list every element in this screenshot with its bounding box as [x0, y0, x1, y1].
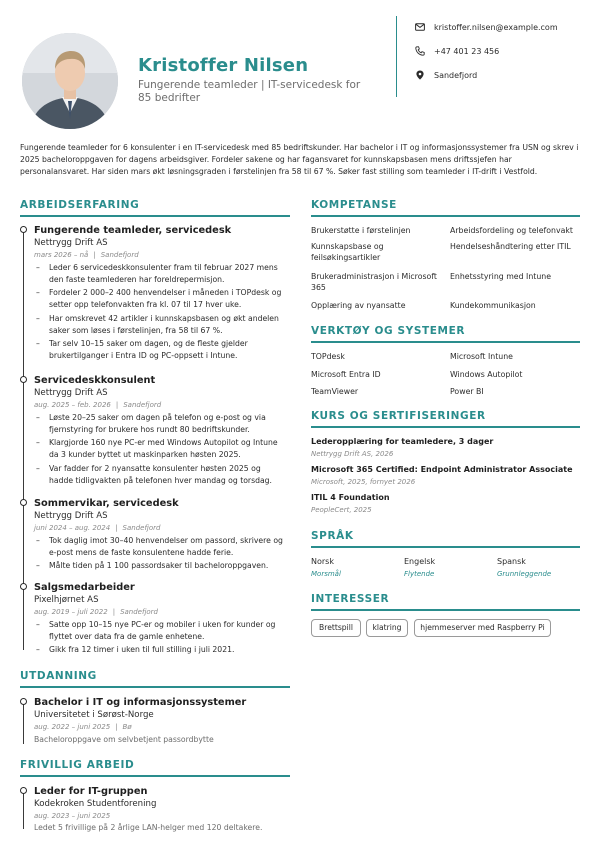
job-bullet: – Tok daglig imot 30–40 henvendelser om passord, skrivere og e-post mens de faste konsulentene hadde ferie.	[34, 535, 286, 558]
job-meta: juni 2024 – aug. 2024 | Sandefjord	[34, 524, 161, 532]
header-divider	[396, 16, 397, 97]
envelope-icon	[415, 22, 425, 32]
course-meta: Microsoft, 2025, fornyet 2026	[311, 478, 416, 486]
job-bullets	[34, 619, 286, 658]
tools-heading: VERKTØY OG SYSTEMER	[311, 325, 466, 337]
language-level: Grunnleggende	[497, 570, 552, 578]
timeline-dot	[20, 698, 27, 705]
job-bullet: – Gikk fra 12 timer i uken til full stilling i juli 2021.	[34, 644, 286, 656]
education-timeline	[23, 704, 24, 744]
job-bullet: – Målte tiden på 1 100 passordsaker til bacheloroppgaven.	[34, 560, 286, 572]
job-place: Sandefjord	[120, 608, 158, 616]
profile-photo	[22, 33, 118, 129]
timeline-dot	[20, 583, 27, 590]
job-meta: mars 2026 – nå | Sandefjord	[34, 251, 139, 259]
skill-item: Kundekommunikasjon	[450, 301, 536, 310]
volunteer-period: aug. 2023 – juni 2025	[34, 812, 111, 820]
interest-tag: Brettspill	[311, 619, 361, 637]
tool-item: Microsoft Entra ID	[311, 370, 381, 379]
education-place: Bø	[122, 723, 132, 731]
job-period: aug. 2019 – juli 2022	[34, 608, 108, 616]
job-bullet: – Leder 6 servicedeskkonsulenter fram til februar 2027 mens den faste teamlederen har foreldrepermisjon.	[34, 262, 286, 285]
contact-location	[415, 70, 477, 80]
location-text: Sandefjord	[434, 70, 478, 80]
job-bullet: – Satte opp 10–15 nye PC-er og mobiler i uken for kunder og flyttet over data fra de gamle enhetene.	[34, 619, 286, 642]
volunteer-note: Ledet 5 frivillige på 2 årlige LAN-helger med 120 deltakere.	[34, 823, 263, 832]
skill-item: Enhetsstyring med Intune	[450, 272, 551, 281]
timeline-dot	[20, 499, 27, 506]
experience-heading: ARBEIDSERFARING	[20, 199, 140, 211]
phone-text[interactable]: +47 401 23 456	[434, 46, 500, 56]
job-bullet: – Løste 20–25 saker om dagen på telefon og e-post og via fjernstyring for brukere hos rundt 80 bedriftskunder.	[34, 412, 286, 435]
cv-header	[0, 0, 600, 135]
experience-rule	[20, 215, 290, 217]
tool-item: Power BI	[450, 387, 484, 396]
job-bullet: – Fordeler 2 000–2 400 henvendelser i måneden i TOPdesk og setter opp telefonvakten fra kl. 07 til 17 hver uke.	[34, 287, 286, 310]
course-title: Lederopplæring for teamledere, 3 dager	[311, 437, 494, 446]
tool-item: Windows Autopilot	[450, 370, 523, 379]
course-title: ITIL 4 Foundation	[311, 493, 390, 502]
education-note: Bacheloroppgave om selvbetjent passordbytte	[34, 735, 214, 744]
timeline-dot	[20, 376, 27, 383]
job-meta: aug. 2019 – juli 2022 | Sandefjord	[34, 608, 158, 616]
tool-item: Microsoft Intune	[450, 352, 513, 361]
job-bullet: – Var fadder for 2 nyansatte konsulenter høsten 2025 og hadde tidligvakten på telefonen hver mandag og torsdag.	[34, 463, 286, 486]
volunteer-org: Kodekroken Studentforening	[34, 799, 157, 809]
tool-item: TOPdesk	[311, 352, 345, 361]
job-place: Sandefjord	[123, 401, 162, 409]
language-name: Norsk	[311, 557, 334, 566]
contact-email[interactable]	[415, 22, 558, 32]
education-degree: Bachelor i IT og informasjonssystemer	[34, 697, 247, 708]
volunteer-timeline	[23, 793, 24, 829]
language-level: Flytende	[404, 570, 435, 578]
job-org: Pixelhjørnet AS	[34, 595, 99, 605]
interests-heading: INTERESSER	[311, 593, 390, 605]
skill-item: Kunnskapsbase og feilsøkingsartikler	[311, 242, 384, 262]
volunteer-role: Leder for IT-gruppen	[34, 786, 148, 797]
course-meta: Nettrygg Drift AS, 2026	[311, 450, 394, 458]
job-org: Nettrygg Drift AS	[34, 388, 108, 398]
skill-item: Arbeidsfordeling og telefonvakt	[450, 226, 573, 235]
job-place: Sandefjord	[100, 251, 139, 259]
job-title: Sommervikar, servicedesk	[34, 498, 179, 509]
courses-heading: KURS OG SERTIFISERINGER	[311, 410, 486, 422]
job-bullet: – Klargjorde 160 nye PC-er med Windows Autopilot og Intune da 3 kunder byttet ut maskinparken høsten 2025.	[34, 437, 286, 460]
job-bullets	[34, 535, 286, 574]
candidate-name: Kristoffer Nilsen	[138, 55, 309, 76]
interest-tag: klatring	[366, 619, 408, 637]
phone-icon	[415, 46, 425, 56]
job-title: Fungerende teamleder, servicedesk	[34, 225, 232, 236]
timeline-dot	[20, 226, 27, 233]
volunteer-rule	[20, 775, 290, 777]
profile-summary: Fungerende teamleder for 6 konsulenter i en IT-servicedesk med 85 bedriftskunder. Har bachelor i IT og informasjonssystemer fra USN og skrev i 2025 bacheloroppgaven for dagens arbeidsgiver. Fordeler sakene og har fagansvaret for kunnskapsbasen mens driftssjefen har personalansvaret. Har siden mars økt løsningsgraden i førstelinjen fra 58 til 67 %. Søker fast stilling som teamleder i IT-drift i Vestfold.	[20, 143, 579, 176]
tools-rule	[311, 341, 580, 343]
job-period: juni 2024 – aug. 2024	[34, 524, 111, 532]
languages-heading: SPRÅK	[311, 530, 354, 542]
job-title: Servicedeskkonsulent	[34, 375, 156, 386]
course-title: Microsoft 365 Certified: Endpoint Administrator Associate	[311, 465, 573, 474]
languages-rule	[311, 546, 580, 548]
job-bullet: – Har omskrevet 42 artikler i kunnskapsbasen og økt andelen saker som løses i førstelinjen, fra 58 til 67 %.	[34, 313, 286, 336]
education-period: aug. 2022 – juni 2025	[34, 723, 111, 731]
language-level: Morsmål	[311, 570, 341, 578]
education-heading: UTDANNING	[20, 670, 97, 682]
skill-item: Opplæring av nyansatte	[311, 301, 406, 310]
education-meta: aug. 2022 – juni 2025 | Bø	[34, 723, 132, 731]
map-pin-icon	[415, 70, 425, 80]
job-bullets	[34, 262, 286, 364]
contact-phone[interactable]	[415, 46, 499, 56]
job-bullets	[34, 412, 286, 488]
job-period: mars 2026 – nå	[34, 251, 89, 259]
volunteer-heading: FRIVILLIG ARBEID	[20, 759, 135, 771]
job-title: Salgsmedarbeider	[34, 582, 135, 593]
language-name: Engelsk	[404, 557, 436, 566]
course-meta: PeopleCert, 2025	[311, 506, 372, 514]
interest-tag: hjemmeserver med Raspberry Pi	[414, 619, 551, 637]
education-rule	[20, 686, 290, 688]
skill-item: Hendelseshåndtering etter ITIL	[450, 242, 571, 251]
tool-item: TeamViewer	[311, 387, 359, 396]
interests-rule	[311, 609, 580, 611]
timeline-dot	[20, 787, 27, 794]
job-place: Sandefjord	[122, 524, 161, 532]
skill-item: Brukerstøtte i førstelinjen	[311, 226, 411, 235]
job-meta: aug. 2025 – feb. 2026 | Sandefjord	[34, 401, 162, 409]
courses-rule	[311, 426, 580, 428]
language-name: Spansk	[497, 557, 526, 566]
skill-item: Brukeradministrasjon i Microsoft 365	[311, 272, 437, 292]
job-org: Nettrygg Drift AS	[34, 511, 108, 521]
job-period: aug. 2025 – feb. 2026	[34, 401, 111, 409]
skills-heading: KOMPETANSE	[311, 199, 397, 211]
email-text[interactable]: kristoffer.nilsen@example.com	[434, 22, 558, 32]
skills-rule	[311, 215, 580, 217]
job-bullet: – Tar selv 10–15 saker om dagen, og de fleste gjelder brukertilganger i Entra ID og PC-oppsett i Intune.	[34, 338, 286, 361]
education-school: Universitetet i Sørøst-Norge	[34, 710, 154, 720]
candidate-subtitle: Fungerende teamleder | IT-servicedesk for 85 bedrifter	[138, 79, 361, 104]
job-org: Nettrygg Drift AS	[34, 238, 108, 248]
